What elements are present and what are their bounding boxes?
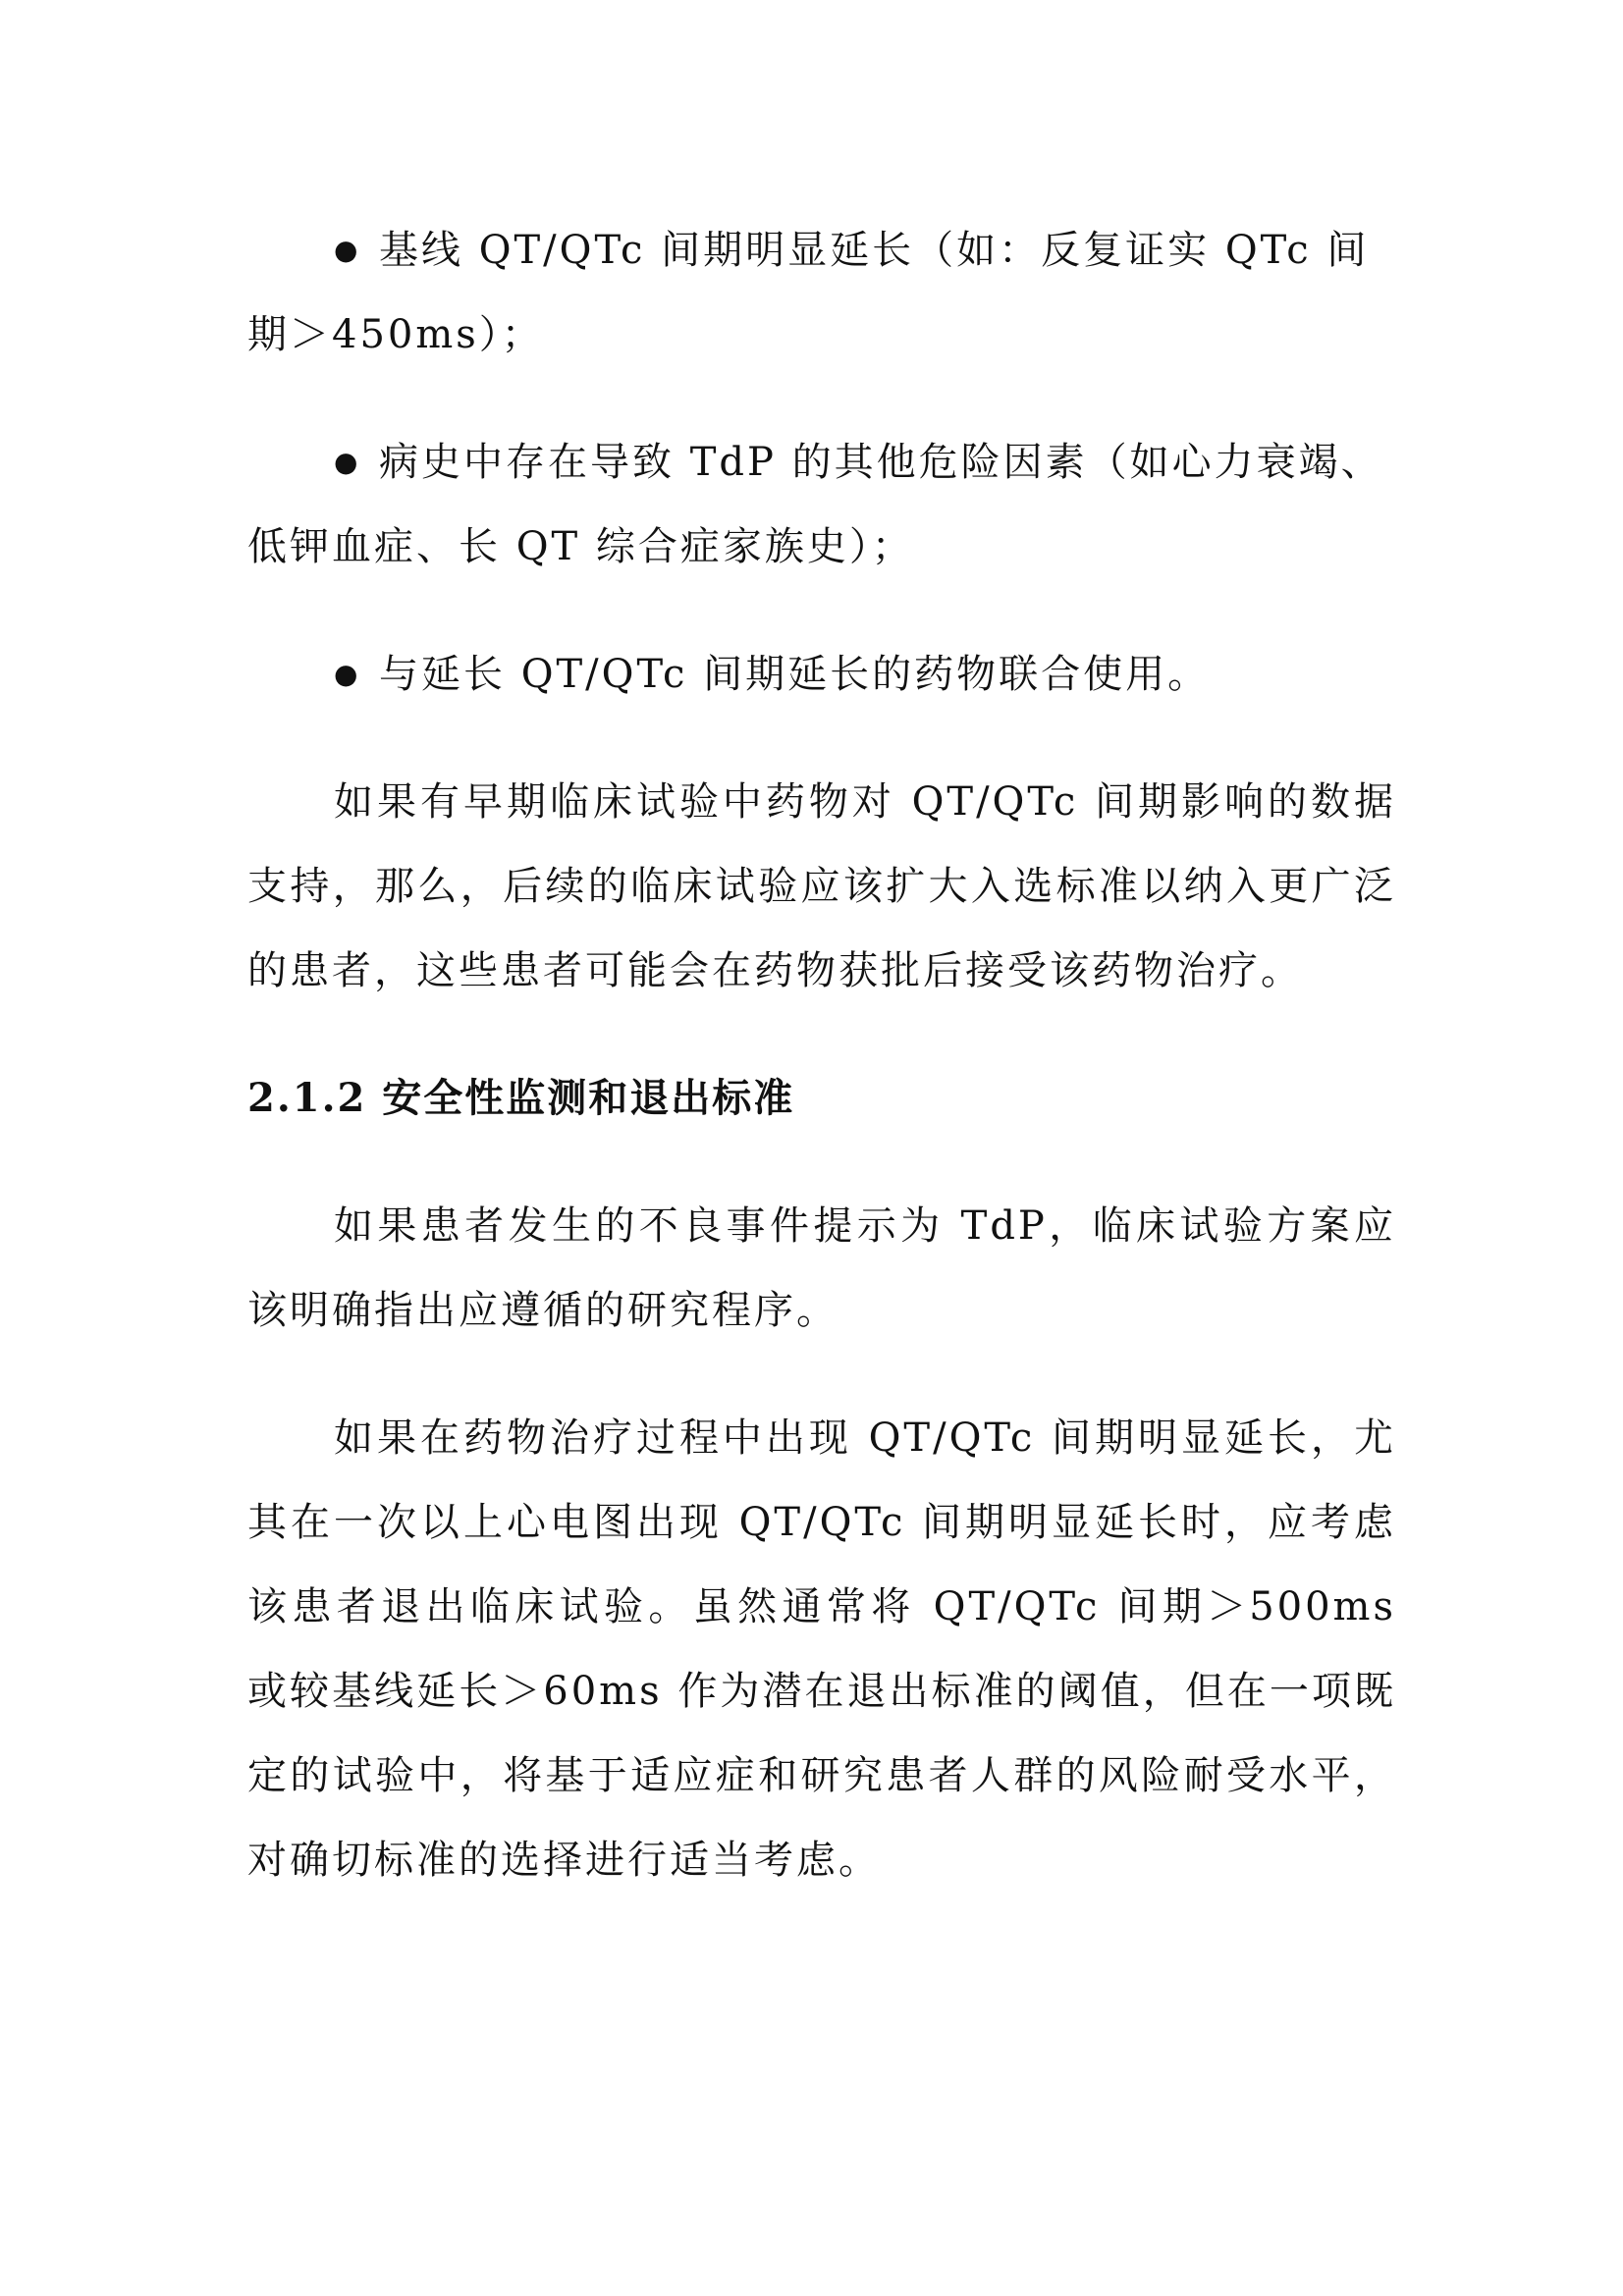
bullet-item bbox=[247, 632, 1396, 717]
document-body bbox=[247, 208, 1396, 1946]
bullet-text: 病史中存在导致 TdP 的其他危险因素（如心力衰竭、低钾血症、长 QT 综合症家族史）； bbox=[247, 440, 1383, 569]
section-heading: 2.1.2 安全性监测和退出标准 bbox=[247, 1075, 795, 1121]
paragraph: 如果患者发生的不良事件提示为 TdP，临床试验方案应该明确指出应遵循的研究程序。 bbox=[247, 1203, 1396, 1333]
bullet-icon: ● bbox=[334, 234, 361, 266]
bullet-icon: ● bbox=[334, 658, 361, 690]
bullet-item bbox=[247, 208, 1396, 377]
bullet-text: 基线 QT/QTc 间期明显延长（如：反复证实 QTc 间期＞450ms）； bbox=[247, 228, 1370, 357]
bullet-item bbox=[247, 420, 1396, 589]
bullet-icon: ● bbox=[334, 446, 361, 478]
paragraph: 如果有早期临床试验中药物对 QT/QTc 间期影响的数据支持，那么，后续的临床试验应该扩大入选标准以纳入更广泛的患者，这些患者可能会在药物获批后接受该药物治疗。 bbox=[247, 779, 1396, 993]
bullet-text: 与延长 QT/QTc 间期延长的药物联合使用。 bbox=[379, 652, 1211, 697]
paragraph: 如果在药物治疗过程中出现 QT/QTc 间期明显延长，尤其在一次以上心电图出现 QT/QTc 间期明显延长时，应考虑该患者退出临床试验。虽然通常将 QT/QTc 间期＞500ms 或较基线延长＞60ms 作为潜在退出标准的阈值，但在一项既定的试验中，将基于适应症和研究患者人群的风险耐受水平，对确切标准的选择进行适当考虑。 bbox=[247, 1415, 1396, 1883]
